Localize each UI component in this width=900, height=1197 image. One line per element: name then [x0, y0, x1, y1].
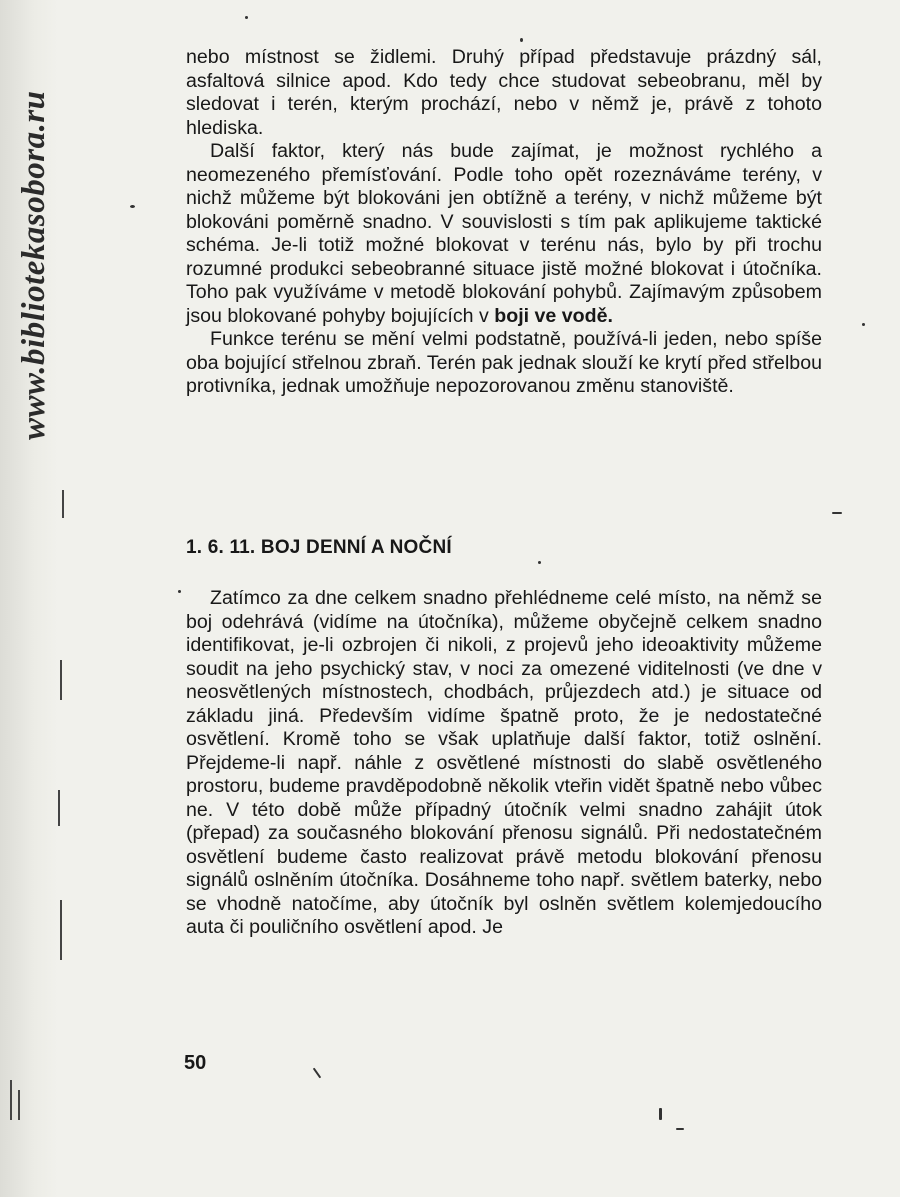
scan-speck: [862, 323, 865, 326]
body-text-top: [186, 46, 822, 399]
scan-mark: [60, 660, 62, 700]
paragraph-text: Další faktor, který nás bude zajímat, je možnost rychlého a neomezeného přemísťování. Podle toho opět rozeznáváme terény, v nichž můžeme být blokováni jen obtížně a terény, v nichž můžeme být blokováni poměrně snadno. V souvislosti s tím pak aplikujeme taktické schéma. Je-li totiž možné blokovat v terénu nás, bylo by při trochu rozumné produkci sebeobranné situace jistě možné blokovat i útočníka. Toho pak využíváme v metodě blokování pohybů. Zajímavým způsobem jsou blokované pohyby bojujících v: [186, 140, 822, 327]
paragraph: Zatímco za dne celkem snadno přehlédneme celé místo, na němž se boj odehrává (vidíme na útočníka), můžeme obyčejně celkem snadno identifikovat, je-li ozbrojen či nikoli, z projevů jeho ideoaktivity můžeme soudit na jeho psychický stav, v noci za omezené viditelnosti (ve dne v neosvětlených místnostech, chodbách, průjezdech atd.) je situace od základu jiná. Především vidíme špatně proto, že je nedostatečné osvětlení. Kromě toho se však uplatňuje další faktor, totiž oslnění. Přejdeme-li např. náhle z osvětlené místnosti do slabě osvětleného prostoru, budeme pravděpodobně několik vteřin vidět špatně nebo vůbec ne. V této době může případný útočník velmi snadno zahájit útok (přepad) za současného blokování přenosu signálů. Při nedostatečném osvětlení budeme často realizovat právě metodu blokování přenosu signálů oslněním útočníka. Dosáhneme toho např. světlem baterky, nebo se vhodně natočíme, aby útočník byl oslněn světlem kolemjedoucího auta či pouličního osvětlení apod. Je: [186, 587, 822, 938]
scan-speck: [659, 1108, 662, 1120]
scan-speck: [178, 590, 181, 593]
emphasis-text: boji ve vodě.: [494, 304, 613, 327]
section-heading: 1. 6. 11. BOJ DENNÍ A NOČNÍ: [186, 537, 452, 558]
scan-speck: [832, 512, 842, 514]
scan-speck: [520, 38, 523, 42]
page-number: 50: [184, 1052, 207, 1074]
paragraph: Funkce terénu se mění velmi podstatně, používá-li jeden, nebo spíše oba bojující střelnou zbraň. Terén pak jednak slouží ke krytí před střelbou protivníka, jednak umožňuje nepozorovanou změnu stanoviště.: [186, 328, 822, 397]
paragraph: [186, 140, 822, 328]
scan-speck: [676, 1128, 684, 1130]
scan-mark: [18, 1090, 20, 1120]
paragraph: nebo místnost se židlemi. Druhý případ představuje prázdný sál, asfaltová silnice apod. Kdo tedy chce studovat sebeobranu, měl by sledovat i terén, kterým prochází, nebo v němž je, právě z tohoto hlediska.: [186, 46, 822, 139]
scan-mark: [62, 490, 64, 518]
scan-speck: [245, 16, 248, 19]
scan-mark: [60, 900, 62, 960]
body-text-bottom: [186, 587, 822, 940]
watermark: www.bibliotekasobora.ru: [16, 90, 52, 440]
scan-mark: [10, 1080, 12, 1120]
scan-speck: [313, 1068, 322, 1079]
scan-mark: [58, 790, 60, 826]
scan-speck: [538, 561, 541, 564]
scan-speck: [130, 205, 135, 208]
